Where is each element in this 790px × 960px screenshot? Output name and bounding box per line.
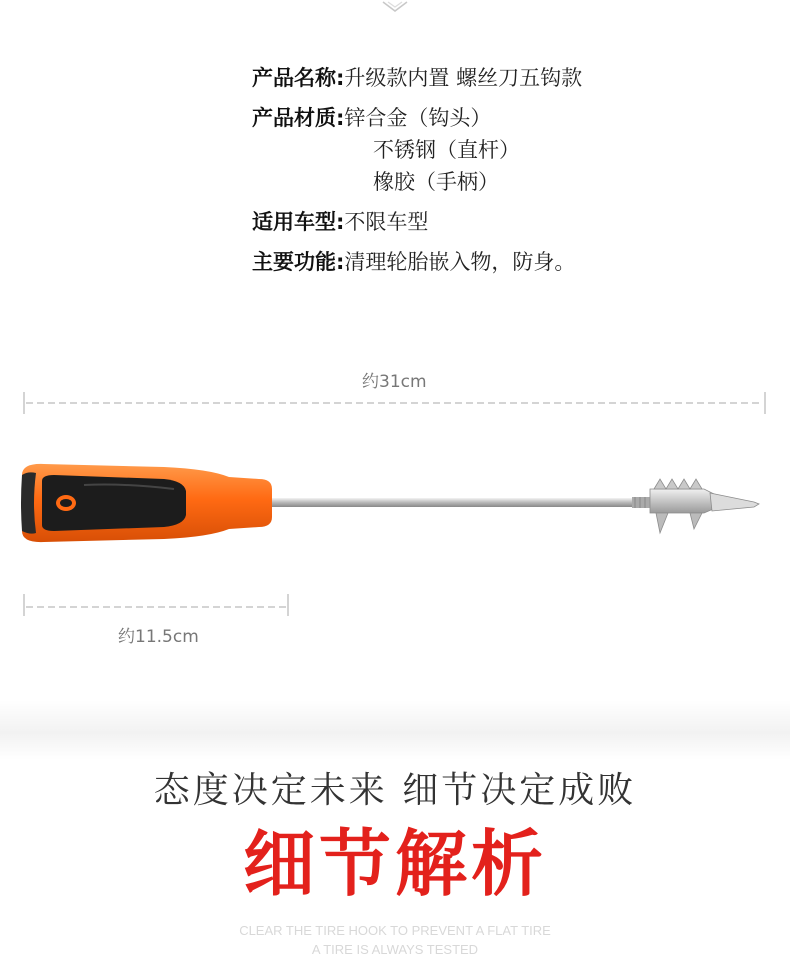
section-divider-band [0, 700, 790, 760]
tire-hook-tool-image [14, 455, 774, 550]
slogan: 态度决定未来 细节决定成败 [153, 770, 637, 811]
total-length-dimension-line [20, 390, 770, 416]
spec-label: 主要功能: [252, 250, 345, 274]
spec-value: 清理轮胎嵌入物，防身。 [344, 250, 576, 274]
spec-material [252, 104, 491, 132]
spec-label: 产品材质: [252, 106, 345, 130]
spec-material-line-3: 橡胶（手柄） [373, 170, 499, 194]
english-subtitle-line-2: A TIRE IS ALWAYS TESTED [311, 942, 479, 957]
spec-value: 不限车型 [344, 210, 429, 234]
spec-product-name [252, 64, 582, 92]
section-headline: 细节解析 [242, 822, 547, 906]
spec-value: 锌合金（钩头） [344, 106, 492, 130]
spec-value: 升级款内置 螺丝刀五钩款 [344, 66, 583, 90]
spec-material-line-2: 不锈钢（直杆） [373, 138, 520, 162]
spec-function [252, 248, 575, 276]
english-subtitle-line-1: CLEAR THE TIRE HOOK TO PREVENT A FLAT TIRE [239, 923, 551, 938]
spec-fit [252, 208, 428, 236]
total-length-label: 约31cm [362, 372, 427, 392]
chevron-down-icon [380, 0, 410, 14]
handle-length-label: 约11.5cm [118, 627, 199, 647]
spec-label: 适用车型: [252, 210, 345, 234]
spec-label: 产品名称: [252, 66, 345, 90]
handle-length-dimension-line [20, 592, 295, 618]
